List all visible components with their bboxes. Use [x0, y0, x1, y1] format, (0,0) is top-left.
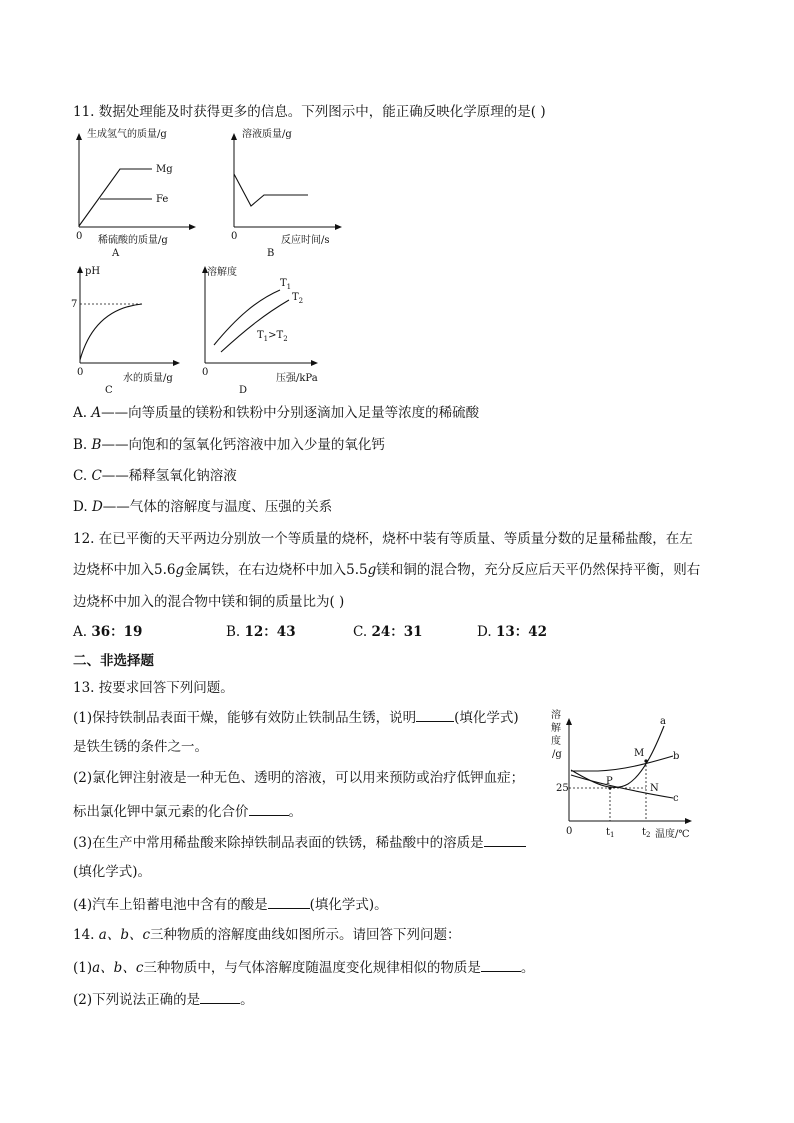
q11-graph-d: [197, 262, 322, 398]
sol-point-p: P: [606, 776, 613, 787]
sol-ylabel-3: 度: [551, 736, 561, 747]
q13-part1-line2: 是铁生锈的条件之一。: [73, 739, 208, 755]
q12-choice-c[interactable]: C. 24：31: [353, 624, 423, 640]
q13-part2-line2: 标出氯化钾中氯元素的化合价 。: [73, 801, 302, 821]
q13-blank-3[interactable]: [484, 832, 526, 847]
graph-a-ylabel: 生成氢气的质量/g: [87, 129, 167, 140]
q12-stem-line1: 12. 在已平衡的天平两边分别放一个等质量的烧杯，烧杯中装有等质量、等质量分数的足量稀盐酸，在左: [73, 531, 693, 547]
q14-stem: 14. a、b、c三种物质的溶解度曲线如图所示。请回答下列问题：: [73, 927, 461, 943]
q11-option-b[interactable]: B. B——向饱和的氢氧化钙溶液中加入少量的氧化钙: [73, 437, 385, 453]
q11-option-d[interactable]: D. D——气体的溶解度与温度、压强的关系: [73, 499, 333, 515]
q14-part2: (2)下列说法正确的是 。: [73, 989, 254, 1009]
q13-blank-2[interactable]: [249, 801, 289, 816]
graph-c-y-tick: 7: [71, 299, 78, 310]
graph-b-ylabel: 溶液质量/g: [242, 129, 292, 140]
q11-option-c[interactable]: C. C——稀释氢氧化钠溶液: [73, 468, 237, 484]
q11-graph-b: [226, 123, 346, 263]
sol-curve-a: a: [660, 716, 666, 727]
graph-d-letter: D: [239, 385, 248, 396]
graph-d-origin: 0: [202, 367, 209, 378]
q12-choice-a[interactable]: A. 36：19: [73, 624, 143, 640]
q12-choice-b[interactable]: B. 12：43: [226, 624, 296, 640]
sol-point-n: N: [650, 783, 659, 794]
q14-blank-1[interactable]: [481, 957, 521, 972]
sol-curve-b: b: [673, 751, 680, 762]
q11-option-a[interactable]: A. A——向等质量的镁粉和铁粉中分别逐滴加入足量等浓度的稀硫酸: [73, 405, 480, 421]
graph-d-xlabel: 压强/kPa: [276, 373, 318, 384]
q13-part2-line1: (2)氯化钾注射液是一种无色、透明的溶液，可以用来预防或治疗低钾血症；: [73, 770, 525, 786]
graph-a-letter: A: [112, 248, 120, 259]
q11-graph-a: [70, 123, 200, 263]
sol-curve-c: c: [673, 793, 679, 804]
q13-stem: 13. 按要求回答下列问题。: [73, 680, 234, 696]
graph-a-origin: 0: [76, 231, 83, 242]
q11-stem: 11. 数据处理能及时获得更多的信息。下列图示中，能正确反映化学原理的是( ): [73, 104, 546, 120]
graph-d-t1: $T_1$: [280, 278, 292, 291]
q12-choices: [73, 623, 713, 641]
section-heading: 二、非选择题: [73, 653, 154, 669]
graph-d-ylabel: 溶解度: [207, 267, 237, 278]
graph-b-xlabel: 反应时间/s: [281, 235, 330, 246]
q11-graph-c: [68, 262, 188, 398]
sol-x-tick-t1: $t_1$: [606, 827, 615, 839]
graph-a-xlabel: 稀硫酸的质量/g: [98, 235, 168, 246]
sol-origin: 0: [566, 826, 573, 837]
graph-c-ylabel: pH: [85, 266, 101, 277]
graph-c-origin: 0: [77, 367, 84, 378]
q13-part4: (4)汽车上铅蓄电池中含有的酸是 (填化学式)。: [73, 894, 388, 914]
q13-part3-line1: (3)在生产中常用稀盐酸来除掉铁制品表面的铁锈，稀盐酸中的溶质是: [73, 832, 526, 852]
q12-choice-d[interactable]: D. 13：42: [477, 624, 548, 640]
sol-y-tick-25: 25: [556, 783, 569, 794]
q13-blank-1[interactable]: [416, 707, 454, 722]
graph-a-series-fe: Fe: [156, 194, 169, 205]
q14-blank-2[interactable]: [200, 989, 240, 1004]
graph-b-letter: B: [267, 248, 275, 259]
graph-c-letter: C: [105, 385, 113, 396]
q13-part1-line1: (1)保持铁制品表面干燥，能够有效防止铁制品生锈，说明 (填化学式): [73, 707, 519, 727]
q13-blank-4[interactable]: [268, 894, 310, 909]
sol-xlabel: 温度/℃: [655, 829, 690, 840]
graph-d-note: $T_1>T_2$: [257, 330, 288, 343]
sol-ylabel-2: 解: [551, 723, 561, 734]
graph-a-series-mg: Mg: [156, 164, 173, 175]
q14-part1: (1)a、b、c三种物质中，与气体溶解度随温度变化规律相似的物质是 。: [73, 957, 534, 977]
sol-ylabel-4: /g: [552, 749, 562, 760]
graph-c-xlabel: 水的质量/g: [123, 373, 173, 384]
q12-stem-line3: 边烧杯中加入的混合物中镁和铜的质量比为( ): [73, 594, 345, 610]
sol-x-tick-t2: $t_2$: [642, 827, 651, 839]
solubility-graph: [548, 706, 698, 846]
graph-d-t2: $T_2$: [292, 292, 304, 305]
graph-b-origin: 0: [231, 231, 238, 242]
q12-stem-line2: 边烧杯中加入5.6g金属铁，在右边烧杯中加入5.5g镁和铜的混合物，充分反应后天平仍然保持平衡，则右: [73, 562, 701, 578]
sol-ylabel-1: 溶: [551, 710, 561, 721]
sol-point-m: M: [634, 748, 645, 759]
q13-part3-line2: (填化学式)。: [73, 864, 152, 880]
